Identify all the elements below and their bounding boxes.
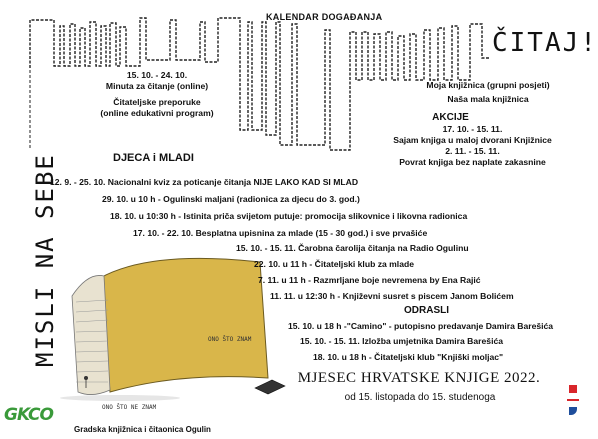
calendar-title: KALENDAR DOGAĐANJA [266, 12, 383, 22]
djeca-item: 18. 10. u 10:30 h - Istinita priča svijetom putuje: promocija slikovnice i likovna radionica [110, 211, 468, 221]
library-name: Gradska knjižnica i čitaonica Ogulin [74, 425, 211, 434]
date-range: od 15. listopada do 15. studenoga [344, 392, 496, 403]
djeca-item: 7. 11. u 11 h - Razmrljane boje nevremena by Ena Rajić [258, 275, 481, 285]
library-line-2: Naša mala knjižnica [447, 94, 529, 104]
akcije-heading: AKCIJE [432, 112, 469, 123]
odrasli-item: 15. 10. - 15. 11. Izložba umjetnika Damira Barešića [300, 336, 504, 346]
library-line-1: Moja knjižnica (grupni posjeti) [426, 80, 550, 90]
online-line-3: (online edukativni program) [100, 108, 214, 118]
djeca-item: 17. 10. - 22. 10. Besplatna upisnina za mlade (15 - 30 god.) i sve prvašiće [133, 228, 428, 238]
online-dates: 15. 10. - 24. 10. [126, 70, 188, 80]
odrasli-heading: ODRASLI [404, 305, 449, 316]
illustration-label-top: ONO ŠTO ZNAM [208, 336, 252, 343]
partner-logo-red-square [569, 385, 577, 393]
akcije-item: Povrat knjiga bez naplate zakasnine [399, 157, 546, 167]
library-logo: GKCO [4, 405, 53, 425]
djeca-item: 29. 10. u 10 h - Ogulinski maljani (radionica za djecu do 3. god.) [102, 194, 360, 204]
odrasli-item: 18. 10. u 18 h - Čitateljski klub "Knjiški moljac" [313, 352, 504, 362]
akcije-item: 2. 11. - 15. 11. [445, 146, 500, 156]
side-title: MISLI NA SEBE [31, 153, 59, 367]
citaj-title: ČITAJ! [492, 28, 598, 58]
odrasli-item: 15. 10. u 18 h -"Camino" - putopisno predavanje Damira Barešića [288, 321, 554, 331]
online-line-2: Čitateljske preporuke [113, 97, 201, 107]
online-block [82, 70, 232, 119]
partner-logo-bar [567, 399, 579, 401]
djeca-item: 22. 10. u 11 h - Čitateljski klub za mlade [254, 259, 415, 269]
akcije-item: Sajam knjiga u maloj dvorani Knjižnice [393, 135, 552, 145]
month-title: MJESEC HRVATSKE KNJIGE 2022. [297, 370, 541, 386]
illustration-label-bottom: ONO ŠTO NE ZNAM [102, 404, 157, 411]
akcije-section [360, 112, 585, 168]
partner-logo-blue-mark [569, 407, 577, 415]
djeca-item: 11. 11. u 12:30 h - Književni susret s piscem Janom Bolićem [270, 291, 514, 301]
djeca-item: 12. 9. - 25. 10. Nacionalni kviz za poticanje čitanja NIJE LAKO KAD SI MLAD [50, 177, 359, 187]
book-illustration [60, 258, 285, 401]
online-line-1: Minuta za čitanje (online) [105, 81, 209, 91]
djeca-item: 15. 10. - 15. 11. Čarobna čarolija čitanja na Radio Ogulinu [236, 243, 469, 253]
djeca-heading: DJECA i MLADI [113, 152, 194, 164]
partner-logo [566, 385, 580, 429]
akcije-item: 17. 10. - 15. 11. [442, 124, 503, 134]
library-block [398, 80, 578, 105]
